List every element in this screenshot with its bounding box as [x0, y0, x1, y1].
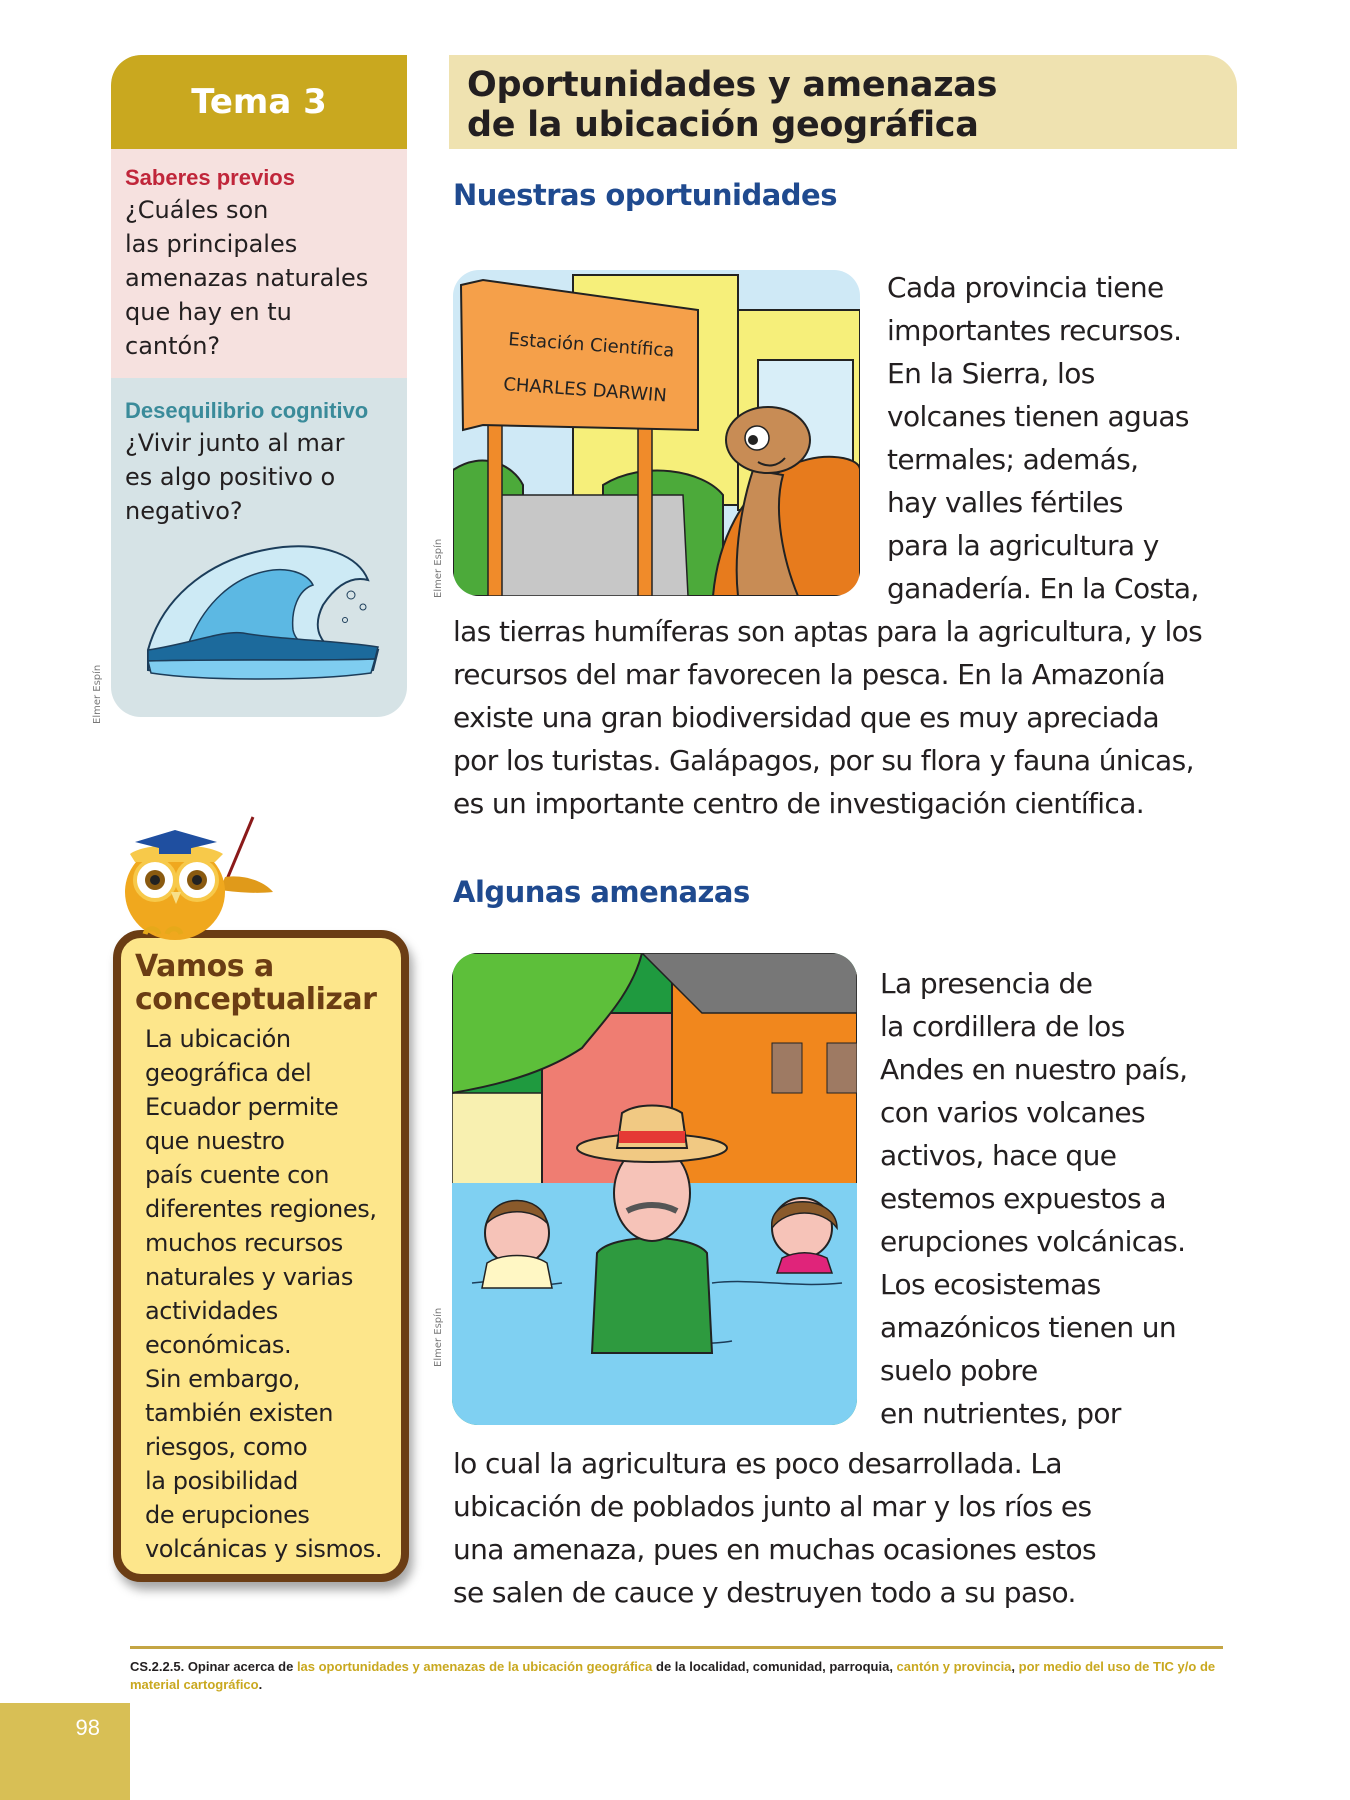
text-line: geográfica del: [145, 1059, 312, 1087]
saberes-previos-label: Saberes previos: [125, 165, 295, 190]
text-line: recursos del mar favorecen la pesca. En la Amazonía: [453, 658, 1166, 691]
text-line: Ecuador permite: [145, 1093, 339, 1121]
text-line: riesgos, como: [145, 1433, 308, 1461]
amenazas-wrapped-text: [880, 962, 1187, 1435]
text-line: para la agricultura y: [887, 529, 1159, 562]
sign-text-line2: CHARLES DARWIN: [502, 374, 668, 407]
oportunidades-full-text: [453, 610, 1202, 825]
saberes-previos-question: [125, 193, 393, 363]
text-line: actividades: [145, 1297, 278, 1325]
standard-highlight: por medio del uso de TIC y/o de material cartográfico: [130, 1659, 1216, 1692]
text-line: volcanes tienen aguas: [887, 400, 1189, 433]
page-title: [467, 65, 1237, 145]
text-line: termales; además,: [887, 443, 1139, 476]
text-line: en nutrientes, por: [880, 1397, 1121, 1430]
question-line: ¿Cuáles son: [125, 196, 269, 224]
standard-text: .: [258, 1677, 263, 1692]
sign-text-line1: Estación Científica: [507, 329, 675, 362]
question-line: es algo positivo o: [125, 463, 336, 491]
text-line: hay valles fértiles: [887, 486, 1123, 519]
text-line: la cordillera de los: [880, 1010, 1125, 1043]
standard-highlight: cantón y provincia: [896, 1659, 1012, 1674]
owl-mascot-icon: [115, 812, 275, 947]
page-number: 98: [75, 1715, 100, 1740]
question-line: amenazas naturales: [125, 264, 369, 292]
text-line: naturales y varias: [145, 1263, 353, 1291]
title-line: Oportunidades y amenazas: [467, 65, 998, 105]
text-line: existe una gran biodiversidad que es muy apreciada: [453, 701, 1160, 734]
text-line: importantes recursos.: [887, 314, 1182, 347]
concept-box: [113, 930, 409, 1582]
text-line: ubicación de poblados junto al mar y los ríos es: [453, 1490, 1092, 1523]
image-credit: Elmer Espín: [92, 664, 103, 724]
concept-text: [135, 1022, 401, 1566]
text-line: La presencia de: [880, 967, 1093, 1000]
standard-text: Opinar acerca de: [184, 1659, 297, 1674]
text-line: que nuestro: [145, 1127, 285, 1155]
wave-illustration: [133, 535, 383, 685]
text-line: con varios volcanes: [880, 1096, 1146, 1129]
footer-divider: [130, 1646, 1223, 1649]
desequilibrio-cognitivo-section: [111, 378, 407, 528]
tema-header: [111, 55, 407, 149]
question-line: negativo?: [125, 497, 243, 525]
text-line: se salen de cauce y destruyen todo a su paso.: [453, 1576, 1076, 1609]
text-line: una amenaza, pues en muchas ocasiones estos: [453, 1533, 1097, 1566]
text-line: diferentes regiones,: [145, 1195, 377, 1223]
text-line: Andes en nuestro país,: [880, 1053, 1188, 1086]
image-credit: Elmer Espín: [433, 538, 444, 598]
flood-drawing: [452, 953, 857, 1425]
question-line: ¿Vivir junto al mar: [125, 429, 345, 457]
text-line: de erupciones: [145, 1501, 310, 1529]
text-line: muchos recursos: [145, 1229, 343, 1257]
text-line: lo cual la agricultura es poco desarrollada. La: [453, 1447, 1062, 1480]
page-title-box: [449, 55, 1237, 149]
title-line: de la ubicación geográfica: [467, 105, 979, 145]
image-credit: Elmer Espín: [433, 1307, 444, 1367]
section-heading-oportunidades: Nuestras oportunidades: [453, 178, 837, 212]
concept-title: [135, 950, 401, 1016]
text-line: suelo pobre: [880, 1354, 1038, 1387]
desequilibrio-cognitivo-label: Desequilibrio cognitivo: [125, 398, 369, 423]
text-line: la posibilidad: [145, 1467, 298, 1495]
text-line: las tierras humíferas son aptas para la agricultura, y los: [453, 615, 1203, 648]
amenazas-full-text: [453, 1442, 1096, 1614]
text-line: Cada provincia tiene: [887, 271, 1164, 304]
desequilibrio-question: [125, 426, 393, 528]
section-heading-amenazas: Algunas amenazas: [453, 875, 750, 909]
text-line: es un importante centro de investigación científica.: [453, 787, 1145, 820]
curriculum-standard: [130, 1658, 1230, 1694]
oportunidades-wrapped-text: [887, 266, 1199, 610]
text-line: activos, hace que: [880, 1139, 1117, 1172]
standard-code: CS.2.2.5.: [130, 1659, 185, 1674]
standard-text: ,: [1011, 1659, 1019, 1674]
text-line: también existen: [145, 1399, 334, 1427]
concept-title-line: Vamos a: [135, 949, 274, 984]
text-line: erupciones volcánicas.: [880, 1225, 1186, 1258]
text-line: Sin embargo,: [145, 1365, 301, 1393]
standard-highlight: las oportunidades y amenazas de la ubicación geográfica: [296, 1659, 653, 1674]
tema-card: [111, 55, 407, 717]
darwin-station-drawing: [453, 270, 860, 596]
text-line: En la Sierra, los: [887, 357, 1095, 390]
tema-label: Tema 3: [191, 82, 327, 122]
concept-title-line: conceptualizar: [135, 982, 377, 1017]
darwin-station-illustration: [453, 270, 860, 596]
text-line: volcánicas y sismos.: [145, 1535, 383, 1563]
text-line: La ubicación: [145, 1025, 291, 1053]
question-line: las principales: [125, 230, 298, 258]
flood-illustration: [452, 953, 857, 1425]
saberes-previos-section: [111, 149, 407, 378]
text-line: económicas.: [145, 1331, 292, 1359]
text-line: país cuente con: [145, 1161, 330, 1189]
text-line: ganadería. En la Costa,: [887, 572, 1199, 605]
page-number-box: [0, 1703, 130, 1800]
text-line: por los turistas. Galápagos, por su flora y fauna únicas,: [453, 744, 1194, 777]
text-line: amazónicos tienen un: [880, 1311, 1177, 1344]
question-line: que hay en tu: [125, 298, 292, 326]
text-line: Los ecosistemas: [880, 1268, 1101, 1301]
question-line: cantón?: [125, 332, 221, 360]
text-line: estemos expuestos a: [880, 1182, 1166, 1215]
standard-text: de la localidad, comunidad, parroquia,: [652, 1659, 897, 1674]
